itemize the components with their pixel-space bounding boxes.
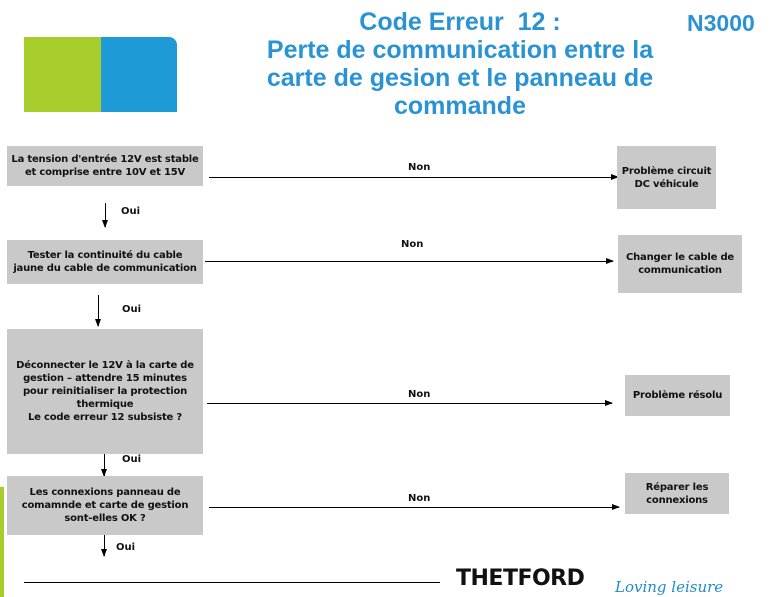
result-box-1: Problème circuit DC véhicule — [617, 146, 716, 209]
question-box-1: La tension d'entrée 12V est stable et comprise entre 10V et 15V — [7, 146, 203, 186]
title-line-1: Code Erreur 12 : — [359, 8, 561, 36]
result-box-3: Problème résolu — [625, 375, 730, 416]
logo-blue-block — [101, 37, 177, 112]
title-line-2: Perte de communication entre la — [266, 36, 654, 64]
brand-tagline: Loving leisure — [615, 578, 724, 596]
yes-label-4: Oui — [116, 542, 136, 553]
logo-green-block — [24, 37, 101, 112]
result-box-4: Réparer les connexions — [625, 473, 729, 514]
yes-arrow-4 — [104, 535, 105, 556]
no-label-4: Non — [408, 493, 431, 504]
title-line-3: carte de gesion et le panneau de — [266, 64, 654, 92]
no-label-1: Non — [408, 162, 431, 173]
question-box-2: Tester la continuité du cable jaune du cable de communication — [7, 240, 203, 284]
accent-bar — [0, 487, 4, 597]
result-box-2: Changer le cable de communication — [618, 235, 742, 293]
no-arrow-4 — [209, 507, 619, 508]
yes-label-1: Oui — [121, 206, 141, 217]
no-label-2: Non — [401, 239, 424, 250]
question-box-4: Les connexions panneau de comamnde et carte de gestion sont-elles OK ? — [7, 476, 203, 535]
model-label: N3000 — [687, 10, 755, 36]
no-arrow-1 — [209, 177, 618, 178]
yes-arrow-2 — [98, 295, 99, 326]
question-box-3: Déconnecter le 12V à la carte de gestion – attendre 15 minutes pour reinitialiser la protection thermique Le code erreur 12 subsiste ? — [7, 329, 203, 454]
footer-divider — [24, 582, 440, 583]
page-title — [225, 8, 695, 120]
no-label-3: Non — [408, 389, 431, 400]
title-line-4: commande — [394, 92, 526, 120]
yes-arrow-1 — [105, 203, 106, 227]
no-arrow-3 — [207, 403, 612, 404]
brand-logo: THETFORD — [456, 566, 585, 591]
no-arrow-2 — [205, 261, 613, 262]
yes-label-2: Oui — [122, 304, 142, 315]
yes-label-3: Oui — [122, 454, 142, 465]
yes-arrow-3 — [104, 454, 105, 476]
